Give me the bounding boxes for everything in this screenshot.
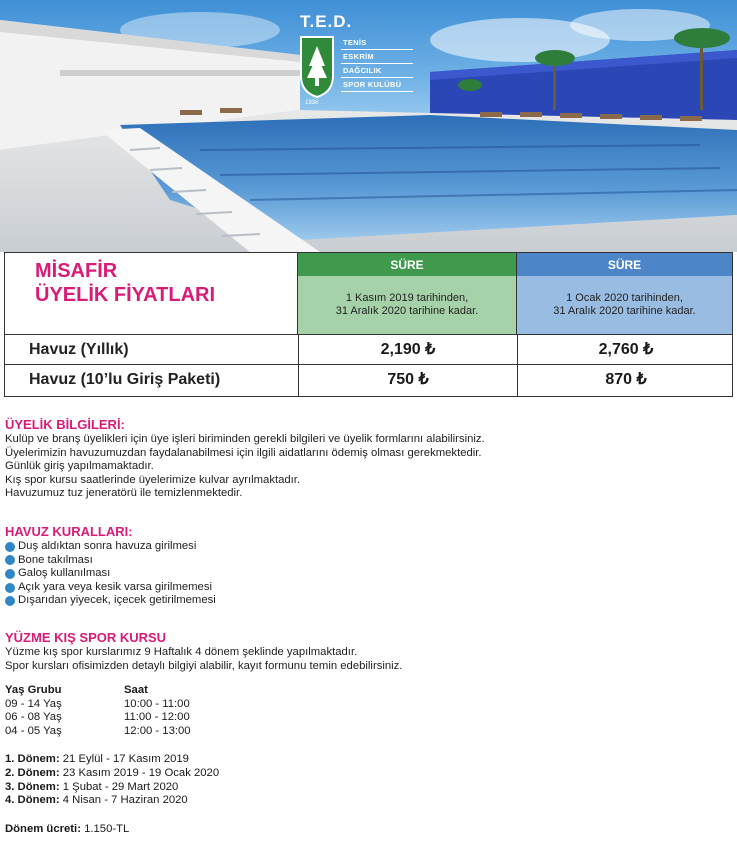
bullet-icon xyxy=(5,569,15,579)
course-terms xyxy=(5,753,219,808)
fee-value: 1.150-TL xyxy=(84,823,130,835)
course-line: Yüzme kış spor kurslarımız 9 Haftalık 4 dönem şeklinde yapılmaktadır. xyxy=(5,646,358,658)
rule-text: Dışarıdan yiyecek, içecek getirilmemesi xyxy=(18,594,216,607)
price-value: 870 ₺ xyxy=(517,365,734,396)
membership-info-section xyxy=(5,417,485,501)
rule-item xyxy=(5,540,216,554)
term-row xyxy=(5,753,219,767)
shield-icon xyxy=(300,36,334,98)
term-dates: 4 Nisan - 7 Haziran 2020 xyxy=(62,794,188,807)
course-fee xyxy=(5,823,129,835)
period2-dates xyxy=(516,276,733,334)
bullet-icon xyxy=(5,596,15,606)
rule-item xyxy=(5,594,216,608)
price-row xyxy=(4,365,733,397)
time-slot: 11:00 - 12:00 xyxy=(124,711,190,724)
period1-dates xyxy=(297,276,516,334)
course-heading: YÜZME KIŞ SPOR KURSU xyxy=(5,630,167,645)
price-table-title xyxy=(4,252,297,334)
logo-year: 1936 xyxy=(305,100,319,106)
age-group: 09 - 14 Yaş xyxy=(5,697,62,710)
term-dates: 23 Kasım 2019 - 19 Ocak 2020 xyxy=(62,766,220,779)
price-table xyxy=(4,252,733,397)
time-header: Saat xyxy=(124,684,148,696)
logo-line: ESKRİM xyxy=(341,50,413,64)
rules-heading: HAVUZ KURALLARI: xyxy=(5,524,133,539)
pool-rules-section xyxy=(5,524,216,608)
logo-text-lines xyxy=(341,36,413,92)
price-value: 750 ₺ xyxy=(298,365,517,396)
period-line: 1 Ocak 2020 tarihinden, xyxy=(566,292,683,304)
membership-line: Üyelerimizin havuzumuzdan faydalanabilmesi için ilgili aidatlarını ödemiş olması gerekmektedir. xyxy=(5,446,482,459)
term-row xyxy=(5,794,219,808)
period1-header: SÜRE xyxy=(297,252,516,276)
membership-line: Günlük giriş yapılmamaktadır. xyxy=(5,460,154,473)
period2-header: SÜRE xyxy=(516,252,733,276)
course-schedule xyxy=(5,684,191,738)
time-slot: 10:00 - 11:00 xyxy=(124,697,190,710)
rule-item xyxy=(5,554,216,568)
term-label: 2. Dönem: xyxy=(5,766,60,779)
bullet-icon xyxy=(5,583,15,593)
term-row xyxy=(5,767,219,781)
price-value: 2,190 ₺ xyxy=(298,335,517,364)
membership-line: Havuzumuz tuz jeneratörü ile temizlenmektedir. xyxy=(5,487,243,500)
rule-item xyxy=(5,567,216,581)
term-row xyxy=(5,781,219,795)
title-line: MİSAFİR xyxy=(35,260,118,282)
course-line: Spor kursları ofisimizden detaylı bilgiyi alabilir, kayıt formunu temin edebilirsiniz. xyxy=(5,659,403,672)
schedule-header xyxy=(5,684,191,698)
rule-text: Duş aldıktan sonra havuza girilmesi xyxy=(18,540,197,552)
rule-text: Açık yara veya kesik varsa girilmemesi xyxy=(18,580,212,593)
term-label: 1. Dönem: xyxy=(5,753,60,765)
club-logo xyxy=(298,12,416,112)
price-row xyxy=(4,334,733,365)
logo-line: SPOR KULÜBÜ xyxy=(341,78,413,92)
period-line: 31 Aralık 2020 tarihine kadar. xyxy=(553,305,696,317)
time-slot: 12:00 - 13:00 xyxy=(124,724,191,737)
logo-line: DAĞCILIK xyxy=(341,64,413,78)
membership-line: Kulüp ve branş üyelikleri için üye işleri biriminden gerekli bilgileri ve üyelik formlarını alabilirsiniz. xyxy=(5,433,485,445)
logo-line: TENİS xyxy=(341,36,413,50)
price-row-label: Havuz (Yıllık) xyxy=(29,341,129,358)
swim-course-section xyxy=(5,630,402,673)
fee-label: Dönem ücreti: xyxy=(5,823,81,835)
schedule-row xyxy=(5,711,191,725)
membership-heading: ÜYELİK BİLGİLERİ: xyxy=(5,417,125,432)
rule-text: Galoş kullanılması xyxy=(18,567,111,580)
age-group-header: Yaş Grubu xyxy=(5,684,62,696)
term-label: 4. Dönem: xyxy=(5,794,60,807)
rule-text: Bone takılması xyxy=(18,553,93,566)
age-group: 06 - 08 Yaş xyxy=(5,711,62,724)
term-dates: 21 Eylül - 17 Kasım 2019 xyxy=(62,753,189,765)
price-row-label: Havuz (10’lu Giriş Paketi) xyxy=(29,371,221,388)
bullet-icon xyxy=(5,555,15,565)
schedule-row xyxy=(5,698,191,712)
title-line: ÜYELİK FİYATLARI xyxy=(35,284,216,306)
bullet-icon xyxy=(5,542,15,552)
rule-item xyxy=(5,581,216,595)
hero-pool-image xyxy=(0,0,737,252)
period-line: 1 Kasım 2019 tarihinden, xyxy=(345,292,469,304)
term-dates: 1 Şubat - 29 Mart 2020 xyxy=(62,780,179,793)
term-label: 3. Dönem: xyxy=(5,780,60,793)
schedule-row xyxy=(5,725,191,739)
price-value: 2,760 ₺ xyxy=(517,335,734,364)
logo-acronym: T.E.D. xyxy=(300,12,353,31)
membership-line: Kış spor kursu saatlerinde üyelerimize kulvar ayrılmaktadır. xyxy=(5,473,301,486)
period-line: 31 Aralık 2020 tarihine kadar. xyxy=(335,305,479,317)
age-group: 04 - 05 Yaş xyxy=(5,724,62,737)
